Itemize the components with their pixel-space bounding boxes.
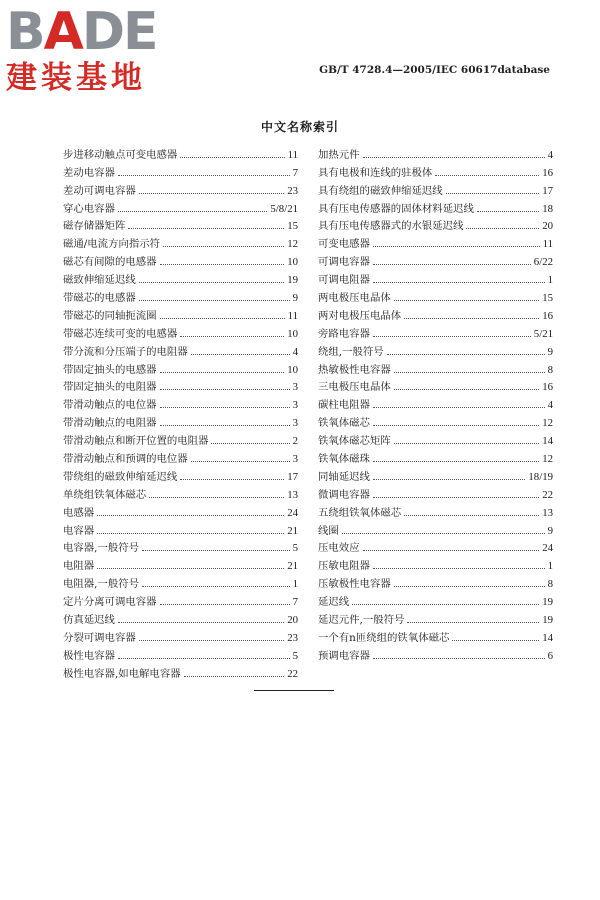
index-page-number: 16 — [542, 309, 553, 322]
index-entry — [318, 572, 553, 590]
dot-leader — [149, 491, 284, 498]
index-term: 延迟元件,一般符号 — [318, 614, 405, 627]
logo-subtitle: 建装基地 — [6, 60, 146, 96]
dot-leader — [404, 312, 539, 319]
index-term: 线圈 — [318, 524, 339, 537]
dot-leader — [160, 258, 285, 265]
index-term: 电容器,一般符号 — [63, 542, 140, 555]
index-entry — [63, 572, 298, 590]
index-column-right — [318, 143, 553, 662]
index-entry — [318, 626, 553, 644]
index-page-number: 12 — [542, 417, 553, 430]
dot-leader — [97, 509, 284, 516]
index-entry — [318, 232, 553, 250]
dot-leader — [139, 634, 284, 641]
index-page-number: 1 — [547, 560, 553, 573]
index-entry — [63, 393, 298, 411]
index-page-number: 4 — [547, 399, 553, 412]
index-page-number: 11 — [287, 309, 298, 322]
dot-leader — [139, 187, 284, 194]
index-term: 碳柱电阻器 — [318, 399, 370, 412]
index-entry — [318, 179, 553, 197]
dot-leader — [160, 312, 285, 319]
index-page-number: 16 — [542, 166, 553, 179]
dot-leader — [466, 222, 539, 229]
index-term: 极性电容器 — [63, 649, 115, 662]
index-term: 铁氧体磁珠 — [318, 453, 370, 466]
index-entry — [63, 447, 298, 465]
dot-leader — [363, 544, 540, 551]
logo-letter-b: B — [6, 2, 44, 62]
index-term: 带磁芯的电感器 — [63, 292, 136, 305]
index-page-number: 1 — [292, 578, 298, 591]
index-entry — [63, 358, 298, 376]
dot-leader — [394, 383, 539, 390]
index-page-number: 22 — [542, 488, 553, 501]
index-page-number: 24 — [542, 542, 553, 555]
dot-leader — [191, 455, 290, 462]
index-page-number: 20 — [542, 220, 553, 233]
index-term: 极性电容器,如电解电容器 — [63, 667, 181, 680]
index-term: 两电极压电晶体 — [318, 292, 391, 305]
index-page-number: 10 — [287, 327, 298, 340]
index-term: 压敏极性电容器 — [318, 578, 391, 591]
index-term: 可调电阻器 — [318, 274, 370, 287]
index-entry — [63, 519, 298, 537]
index-entry — [318, 608, 553, 626]
index-page-number: 11 — [542, 238, 553, 251]
index-page-number: 3 — [292, 381, 298, 394]
index-page-number: 8 — [547, 578, 553, 591]
index-term: 电感器 — [63, 506, 95, 519]
index-page-number: 20 — [287, 614, 298, 627]
index-entry — [318, 465, 553, 483]
index-term: 一个有n匝绕组的铁氧体磁芯 — [318, 631, 450, 644]
index-page-number: 15 — [542, 292, 553, 305]
index-term: 步进移动触点可变电感器 — [63, 148, 178, 161]
dot-leader — [435, 169, 539, 176]
index-term: 具有压电传感器的固体材料延迟线 — [318, 202, 474, 215]
dot-leader — [160, 383, 290, 390]
dot-leader — [394, 580, 545, 587]
index-entry — [63, 340, 298, 358]
dot-leader — [118, 652, 290, 659]
index-term: 具有电极和连线的驻极体 — [318, 166, 433, 179]
index-page-number: 4 — [547, 148, 553, 161]
index-entry — [63, 429, 298, 447]
index-page-number: 5 — [292, 542, 298, 555]
index-entry — [318, 429, 553, 447]
index-entry — [318, 447, 553, 465]
dot-leader — [160, 598, 290, 605]
index-page-number: 10 — [287, 256, 298, 269]
index-entry — [63, 626, 298, 644]
dot-leader — [387, 348, 545, 355]
index-term: 磁通/电流方向指示符 — [63, 238, 161, 251]
index-term: 带磁芯的同轴扼流圈 — [63, 309, 157, 322]
dot-leader — [160, 401, 290, 408]
index-term: 定片分离可调电容器 — [63, 596, 157, 609]
dot-leader — [342, 527, 545, 534]
dot-leader — [373, 652, 545, 659]
index-term: 穿心电容器 — [63, 202, 115, 215]
index-page-number: 17 — [287, 470, 298, 483]
index-entry — [63, 179, 298, 197]
index-entry — [318, 161, 553, 179]
dot-leader — [118, 169, 290, 176]
index-term: 铁氧体磁芯矩阵 — [318, 435, 391, 448]
index-entry — [63, 483, 298, 501]
dot-leader — [97, 527, 284, 534]
index-entry — [318, 483, 553, 501]
index-entry — [63, 250, 298, 268]
index-entry — [318, 268, 553, 286]
index-page-number: 14 — [542, 631, 553, 644]
index-page-number: 18 — [542, 202, 553, 215]
index-page-number: 3 — [292, 399, 298, 412]
index-entry — [318, 215, 553, 233]
index-entry — [318, 393, 553, 411]
index-page-number: 5/21 — [533, 327, 553, 340]
dot-leader — [184, 670, 285, 677]
dot-leader — [394, 437, 539, 444]
dot-leader — [160, 366, 285, 373]
index-page-number: 10 — [287, 363, 298, 376]
index-entry — [318, 376, 553, 394]
index-term: 分裂可调电容器 — [63, 631, 136, 644]
index-entry — [318, 358, 553, 376]
dot-leader — [373, 562, 545, 569]
dot-leader — [163, 240, 284, 247]
index-page-number: 6 — [547, 649, 553, 662]
logo-letter-a: A — [43, 2, 82, 62]
index-entry — [63, 608, 298, 626]
index-entry — [63, 554, 298, 572]
index-page-number: 9 — [547, 345, 553, 358]
index-page-number: 12 — [287, 238, 298, 251]
dot-leader — [180, 151, 284, 158]
index-page-number: 11 — [287, 148, 298, 161]
dot-leader — [211, 437, 289, 444]
index-term: 带磁芯连续可变的电感器 — [63, 327, 178, 340]
index-page-number: 17 — [542, 184, 553, 197]
index-entry — [63, 644, 298, 662]
dot-leader — [118, 616, 284, 623]
index-entry — [318, 644, 553, 662]
index-entry — [318, 197, 553, 215]
index-page-number: 5/8/21 — [270, 202, 298, 215]
index-entry — [63, 662, 298, 680]
index-page-number: 7 — [292, 596, 298, 609]
index-term: 带分流和分压端子的电阻器 — [63, 345, 188, 358]
index-entry — [318, 340, 553, 358]
index-entry — [318, 304, 553, 322]
index-entry — [63, 411, 298, 429]
index-entry — [63, 465, 298, 483]
index-term: 预调电容器 — [318, 649, 370, 662]
dot-leader — [404, 509, 539, 516]
index-term: 仿真延迟线 — [63, 614, 115, 627]
index-page-number: 23 — [287, 631, 298, 644]
dot-leader — [446, 187, 540, 194]
dot-leader — [142, 544, 290, 551]
index-entry — [318, 501, 553, 519]
index-term: 加热元件 — [318, 148, 360, 161]
brand-logo — [6, 2, 181, 98]
dot-leader — [452, 634, 539, 641]
page-title: 中文名称索引 — [260, 120, 339, 134]
index-column-left — [63, 143, 298, 680]
dot-leader — [373, 419, 539, 426]
index-entry — [318, 590, 553, 608]
index-entry — [318, 322, 553, 340]
dot-leader — [191, 348, 290, 355]
index-term: 旁路电容器 — [318, 327, 370, 340]
dot-leader — [128, 222, 284, 229]
index-term: 压敏电阻器 — [318, 560, 370, 573]
index-page-number: 13 — [287, 488, 298, 501]
index-page-number: 24 — [287, 506, 298, 519]
index-term: 具有绕组的磁致伸缩延迟线 — [318, 184, 443, 197]
dot-leader — [373, 276, 545, 283]
index-page-number: 6/22 — [533, 256, 553, 269]
logo-wordmark — [6, 2, 181, 62]
index-entry — [318, 537, 553, 555]
standard-number: GB/T 4728.4—2005/IEC 60617database — [319, 64, 550, 76]
index-term: 差动电容器 — [63, 166, 115, 179]
dot-leader — [139, 276, 284, 283]
index-page-number: 13 — [542, 506, 553, 519]
index-page-number: 23 — [287, 184, 298, 197]
index-entry — [63, 197, 298, 215]
index-term: 磁芯有间隙的电感器 — [63, 256, 157, 269]
index-term: 带绕组的磁致伸缩延迟线 — [63, 470, 178, 483]
dot-leader — [394, 294, 539, 301]
index-term: 可变电感器 — [318, 238, 370, 251]
index-page-number: 7 — [292, 166, 298, 179]
index-entry — [318, 411, 553, 429]
dot-leader — [373, 401, 545, 408]
index-page-number: 3 — [292, 417, 298, 430]
index-term: 带滑动触点的电阻器 — [63, 417, 157, 430]
index-page-number: 21 — [287, 524, 298, 537]
index-term: 压电效应 — [318, 542, 360, 555]
index-term: 带滑动触点和预调的电位器 — [63, 453, 188, 466]
dot-leader — [477, 205, 539, 212]
dot-leader — [373, 240, 540, 247]
index-page-number: 2 — [292, 435, 298, 448]
index-entry — [318, 286, 553, 304]
index-term: 带滑动触点和断开位置的电阻器 — [63, 435, 209, 448]
index-entry — [63, 215, 298, 233]
index-page-number: 12 — [542, 453, 553, 466]
index-page-number: 19 — [287, 274, 298, 287]
index-entry — [63, 304, 298, 322]
end-divider — [254, 690, 334, 691]
index-term: 电阻器,一般符号 — [63, 578, 140, 591]
index-page-number: 3 — [292, 453, 298, 466]
index-page-number: 18/19 — [528, 470, 553, 483]
index-entry — [318, 519, 553, 537]
dot-leader — [373, 258, 531, 265]
index-entry — [63, 322, 298, 340]
index-entry — [63, 376, 298, 394]
index-term: 电容器 — [63, 524, 95, 537]
index-entry — [63, 161, 298, 179]
logo-letters-de: DE — [81, 2, 157, 62]
index-page-number: 8 — [547, 363, 553, 376]
index-entry — [63, 590, 298, 608]
index-term: 带滑动触点的电位器 — [63, 399, 157, 412]
index-page-number: 1 — [547, 274, 553, 287]
index-page-number: 16 — [542, 381, 553, 394]
index-page-number: 9 — [292, 292, 298, 305]
dot-leader — [180, 473, 284, 480]
index-page-number: 4 — [292, 345, 298, 358]
index-entry — [63, 501, 298, 519]
index-term: 电阻器 — [63, 560, 95, 573]
index-term: 铁氧体磁芯 — [318, 417, 370, 430]
index-page-number: 14 — [542, 435, 553, 448]
index-term: 差动可调电容器 — [63, 184, 136, 197]
index-page-number: 19 — [542, 596, 553, 609]
index-term: 同轴延迟线 — [318, 470, 370, 483]
dot-leader — [373, 473, 525, 480]
index-entry — [63, 286, 298, 304]
index-term: 五绕组铁氧体磁芯 — [318, 506, 402, 519]
dot-leader — [118, 205, 267, 212]
index-entry — [63, 143, 298, 161]
dot-leader — [97, 562, 284, 569]
index-term: 热敏极性电容器 — [318, 363, 391, 376]
index-term: 可调电容器 — [318, 256, 370, 269]
index-term: 延迟线 — [318, 596, 350, 609]
index-entry — [63, 268, 298, 286]
index-term: 带固定抽头的电阻器 — [63, 381, 157, 394]
index-entry — [63, 232, 298, 250]
dot-leader — [180, 330, 284, 337]
index-entry — [318, 554, 553, 572]
index-page-number: 9 — [547, 524, 553, 537]
index-term: 磁致伸缩延迟线 — [63, 274, 136, 287]
index-term: 三电极压电晶体 — [318, 381, 391, 394]
index-term: 磁存储器矩阵 — [63, 220, 126, 233]
dot-leader — [394, 366, 545, 373]
dot-leader — [373, 491, 539, 498]
index-page-number: 21 — [287, 560, 298, 573]
index-entry — [318, 250, 553, 268]
dot-leader — [363, 151, 545, 158]
index-term: 两对电极压电晶体 — [318, 309, 402, 322]
dot-leader — [142, 580, 290, 587]
index-term: 绕组,一般符号 — [318, 345, 384, 358]
index-page-number: 19 — [542, 614, 553, 627]
index-term: 带固定抽头的电感器 — [63, 363, 157, 376]
dot-leader — [352, 598, 539, 605]
index-page-number: 22 — [287, 667, 298, 680]
index-term: 具有压电传感器式的水银延迟线 — [318, 220, 464, 233]
index-term: 微调电容器 — [318, 488, 370, 501]
dot-leader — [407, 616, 539, 623]
dot-leader — [373, 330, 531, 337]
index-page-number: 15 — [287, 220, 298, 233]
dot-leader — [160, 419, 290, 426]
dot-leader — [373, 455, 539, 462]
index-entry — [63, 537, 298, 555]
index-term: 单绕组铁氧体磁芯 — [63, 488, 147, 501]
dot-leader — [139, 294, 290, 301]
index-page-number: 5 — [292, 649, 298, 662]
index-entry — [318, 143, 553, 161]
